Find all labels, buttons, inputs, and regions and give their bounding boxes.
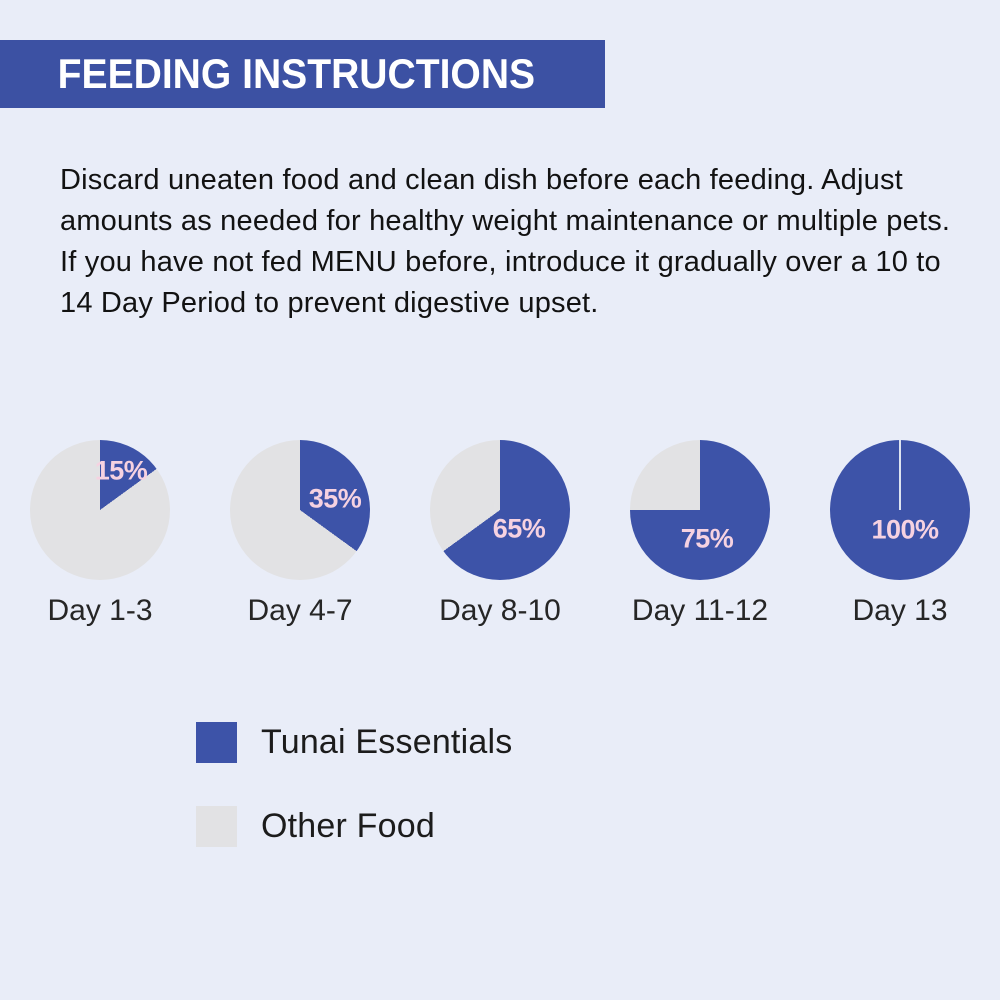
pie-percentage-label: 75% bbox=[680, 523, 734, 554]
pie-chart-day-1-3 bbox=[30, 440, 170, 580]
pie-day-label: Day 4-7 bbox=[247, 594, 353, 627]
legend-item-tunai-essentials bbox=[196, 722, 512, 763]
legend-swatch-other-food bbox=[196, 806, 237, 847]
page-title: FEEDING INSTRUCTIONS bbox=[57, 50, 536, 97]
pie-group-day-1-3 bbox=[0, 440, 200, 628]
pie-day-label: Day 1-3 bbox=[47, 594, 153, 627]
pie-group-day-8-10 bbox=[400, 440, 600, 628]
pie-chart-row bbox=[0, 440, 1000, 628]
pie-group-day-4-7 bbox=[200, 440, 400, 628]
pie-day-label: Day 13 bbox=[852, 594, 948, 627]
pie-day-label: Day 8-10 bbox=[439, 594, 561, 627]
intro-text: Discard uneaten food and clean dish before each feeding. Adjust amounts as needed for healthy weight maintenance or multiple pets. If you have not fed MENU before, introduce it gradually over a 10 to 14 Day Period to prevent digestive upset. bbox=[60, 164, 951, 319]
pie-percentage-label: 35% bbox=[308, 483, 362, 514]
pie-chart-day-11-12 bbox=[630, 440, 770, 580]
pie-group-day-13 bbox=[800, 440, 1000, 628]
pie-chart-day-4-7 bbox=[230, 440, 370, 580]
legend-swatch-tunai-essentials bbox=[196, 722, 237, 763]
pie-chart-day-8-10 bbox=[430, 440, 570, 580]
legend bbox=[196, 722, 512, 890]
pie-chart-day-13 bbox=[830, 440, 970, 580]
pie-day-label: Day 11-12 bbox=[631, 594, 769, 627]
pie-percentage-label: 15% bbox=[94, 455, 148, 486]
pie-percentage-label: 65% bbox=[492, 513, 546, 544]
pie-percentage-label: 100% bbox=[871, 514, 939, 545]
legend-label-tunai-essentials: Tunai Essentials bbox=[261, 723, 513, 761]
header-bar bbox=[0, 40, 605, 108]
full-pie-divider-line bbox=[899, 440, 901, 510]
legend-label-other-food: Other Food bbox=[261, 807, 435, 845]
pie-group-day-11-12 bbox=[600, 440, 800, 628]
legend-item-other-food bbox=[196, 806, 512, 847]
